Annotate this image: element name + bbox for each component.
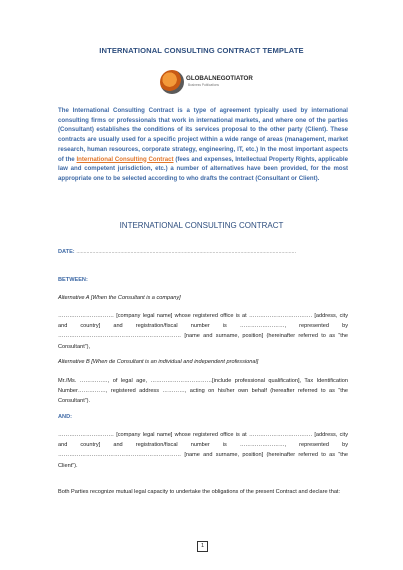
document-title: INTERNATIONAL CONSULTING CONTRACT TEMPLATE [99,46,304,55]
logo-brand: GLOBALNEGOTIATOR [186,75,253,82]
contract-title: INTERNATIONAL CONSULTING CONTRACT [119,221,284,230]
between-label: BETWEEN: [58,277,88,283]
alternative-b-heading: Alternative B [When de Consultant is an individual and independent professional] [58,359,259,365]
alternative-b-text: Mr./Ms. ……………, of legal age, ……………………………[include professional qualification], Tax Identification Number……………, registered address …………, acting on his/her own behalf (hereafter referred to as “the Consultant”). [58,378,348,405]
intro-paragraph [58,106,348,184]
and-label: AND: [58,414,72,420]
date-label: DATE: [58,249,75,255]
closing-text: Both Parties recognize mutual legal capacity to undertake the obligations of the present Contract and declare that: [58,489,341,495]
client-text: ………………………… [company legal name] whose registered office is at ……………………………. [address, city and country] and registration/fiscal number is ……………………, represented by ………………………………………………………… [name and surname, position] (hereinafter referred to as “the Client”). [58,432,348,469]
logo-tagline: Business Publications [188,83,220,87]
contract-link[interactable]: International Consulting Contract [76,155,174,163]
intro-text-start: The International Consulting Contract is a type of agreement typically used by international consulting firms or professionals that work in international markets, and where one of the parties (Consultant) establishes the conditions of its services proposal to the other party (Client). These contracts are usually used for a specific project within a wide range of areas (management, market research, human resources, corporate strategy, engineering, IT, etc.) In the most important aspects of the [58,107,348,163]
alternative-a-text: ………………………… [company legal name] whose registered office is at ……………………………. [address, city and country] and registration/fiscal number is ……………………, represented by ………………………………………………………… [name and surname, position] (hereinafter referred to as “the Consultant”), [58,313,348,350]
intro-text-end: (fees and expenses, Intellectual Property Rights, applicable law and competent jurisdiction, etc.) a number of alternatives have been provided, for the most appropriate one to be selected according to who drafts the contract (Consultant or Client). [58,155,348,182]
date-line: …………………………………………………………………………………………………………………………………… [76,249,296,254]
globe-logo-icon [160,70,184,94]
alternative-a-heading: Alternative A [When the Consultant is a company] [58,295,181,301]
publisher-logo [160,70,253,96]
page-number: 1 [197,541,208,552]
date-label-row [58,249,296,255]
